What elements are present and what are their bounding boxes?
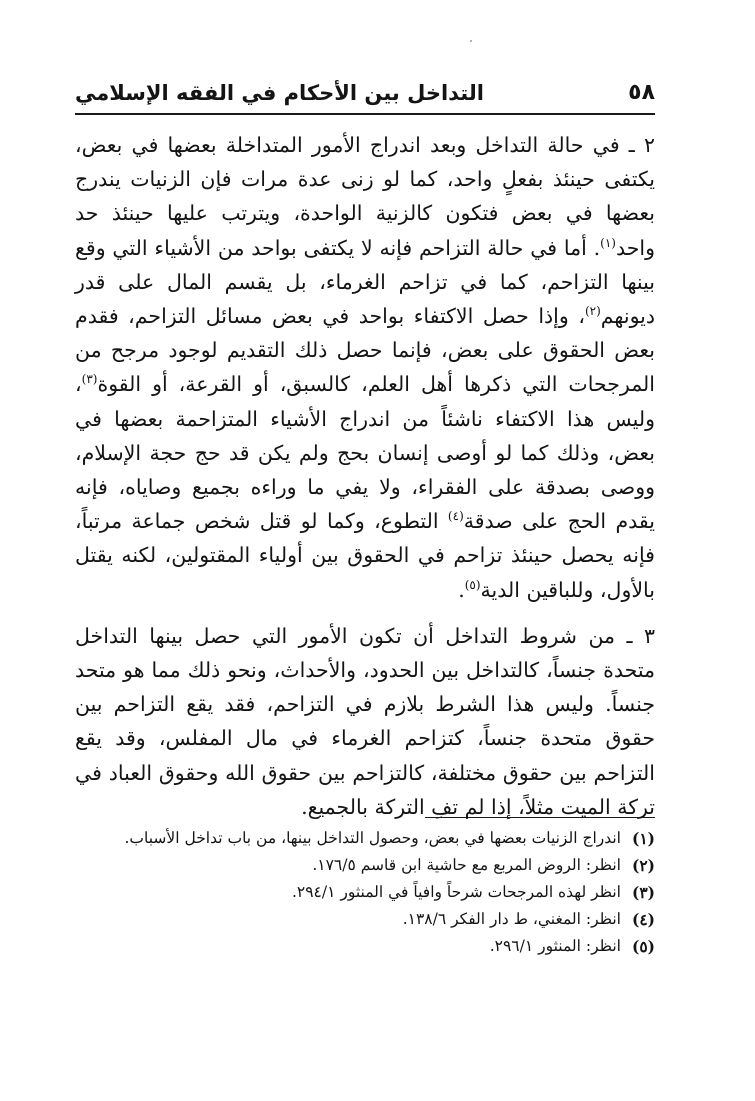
paragraph (75, 128, 655, 607)
footnote-ref: (٥) (464, 577, 481, 592)
footnote-number: (٤) (631, 910, 655, 929)
text-run: ، وليس هذا الاكتفاء ناشئاً من اندراج الأشياء المتزاحمة بعضها في بعض، وذلك كما لو أوصى إنسان بحج ولم يكن قد حج حجة الإسلام، ووصى بصدقة على الفقراء، ولا يفي ما وراءه بجميع وصاياه، فإنه يقدم الحج على صدقة (75, 372, 655, 534)
page-header (75, 70, 655, 110)
text-run: ، وإذا حصل الاكتفاء بواحد في بعض مسائل التزاحم، فقدم بعض الحقوق على بعض، فإنما حصل ذلك التقديم لوجود مرجح من المرجحات التي ذكرها أهل العلم، كالسبق، أو القرعة، أو القوة (75, 304, 655, 397)
scan-speck (470, 40, 472, 42)
footnote-number: (٥) (631, 937, 655, 956)
footnote-text: انظر: الروض المربع مع حاشية ابن قاسم ١٧٦/٥. (312, 856, 621, 874)
text-run: ٢ ـ في حالة التداخل وبعد اندراج الأمور المتداخلة بعضها في بعض، يكتفى حينئذ بفعلٍ واحد، كما لو زنى عدة مرات فإن الزنيات يندرج بعضها في بعض فتكون كالزنية الواحدة، ويترتب عليها حينئذ حد واحد (75, 133, 655, 260)
footnote-item (75, 906, 655, 933)
footnote-number: (٢) (631, 856, 655, 875)
footnote-number: (١) (631, 829, 655, 848)
text-run: . (458, 577, 465, 602)
footnotes (75, 825, 655, 960)
page-number: ٥٨ (628, 80, 655, 105)
footnote-separator (425, 817, 655, 818)
paragraph (75, 619, 655, 824)
footnote-item (75, 933, 655, 960)
footnote-text: اندراج الزنيات بعضها في بعض، وحصول التداخل بينها، من باب تداخل الأسباب. (124, 829, 621, 847)
footnote-text: انظر: المنثور ٢٩٦/١. (489, 937, 621, 955)
footnote-ref: (١) (600, 235, 616, 250)
text-run: . أما في حالة التزاحم فإنه لا يكتفى بواحد من الأشياء التي وقع بينها التزاحم، كما في تزاحم الغرماء، بل يقسم المال على قدر ديونهم (75, 235, 655, 329)
footnote-ref: (٢) (584, 304, 601, 319)
footnote-item (75, 852, 655, 879)
footnote-ref: (٤) (447, 509, 464, 524)
footnote-text: انظر لهذه المرجحات شرحاً وافياً في المنثور ٢٩٤/١. (291, 883, 621, 901)
footnote-item (75, 825, 655, 852)
running-title: التداخل بين الأحكام في الفقه الإسلامي (75, 81, 484, 105)
header-rule (75, 113, 655, 115)
text-run: التطوع، وكما لو قتل شخص جماعة مرتباً، فإنه يحصل حينئذ تزاحم في الحقوق بين أولياء المقتولين، لكنه يقتل بالأول، وللباقين الدية (75, 509, 655, 602)
footnote-item (75, 879, 655, 906)
main-text (75, 128, 655, 824)
footnote-number: (٣) (631, 883, 655, 902)
text-run: ٣ ـ من شروط التداخل أن تكون الأمور التي حصل بينها التداخل متحدة جنساً، كالتداخل بين الحدود، والأحداث، ونحو ذلك مما هو متحد جنساً. وليس هذا الشرط بلازم في التزاحم، فقد يقع التزاحم بين حقوق متحدة جنساً، كتزاحم الغرماء في مال المفلس، وقد يقع التزاحم بين حقوق مختلفة، كالتزاحم بين حقوق الله وحقوق العباد في تركة الميت مثلاً، إذا لم تفِ التركة بالجميع. (75, 623, 655, 819)
footnote-text: انظر: المغني، ط دار الفكر ١٣٨/٦. (402, 910, 621, 928)
footnote-ref: (٣) (81, 372, 98, 387)
